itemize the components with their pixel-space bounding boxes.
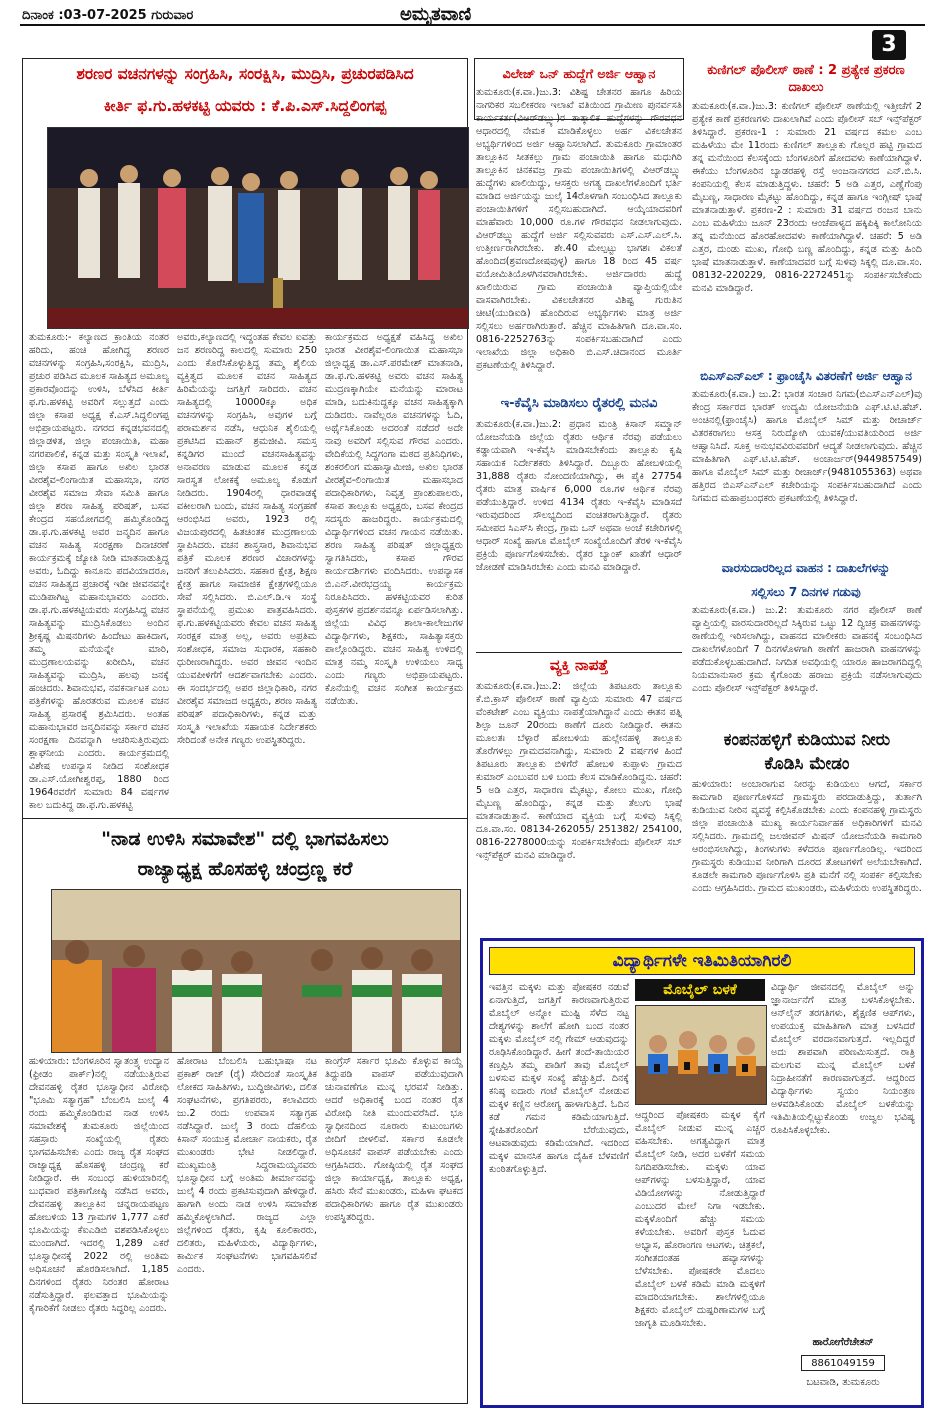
ad-headline-2: ಮೊಬೈಲ್ ಬಳಕೆ xyxy=(635,979,765,1001)
lead-column-3: ಕಾರ್ಯಕ್ರಮದ ಅಧ್ಯಕ್ಷತೆ ವಹಿಸಿದ್ದ ಅಖಿಲ ಭಾರತ ವೀರಶೈವ-ಲಿಂಗಾಯಿತ ಮಹಾಸಭಾ ಜಿಲ್ಲಾಧ್ಯಕ್ಷ ಡಾ.ಎಸ್.ಪರಮೇಶ್ ಮಾತನಾಡಿ, ಡಾ.ಫ.ಗು.ಹಳಕಟ್ಟಿ ಅವರು ವಚನ ಸಾಹಿತ್ಯ ಮುದ್ರಣಕ್ಕಾಗಿಯೇ ಮನೆಯನ್ನು ಮಾರಾಟ ಮಾಡಿ, ಬದುಕಿನುದ್ದಕ್ಕೂ ವಚನ ಸಾಹಿತ್ಯಕ್ಕಾಗಿ ದುಡಿದರು. ನಾವೆಲ್ಲರೂ ವಚನಗಳನ್ನು ಓದಿ, ಅರ್ಥೈಸಿಕೊಂಡು ಅದರಂತೆ ನಡೆದರೆ ಅದೇ ನಾವು ಅವರಿಗೆ ಸಲ್ಲಿಸುವ ಗೌರವ ಎಂದರು. ವೇದಿಕೆಯಲ್ಲಿ ಸಿದ್ದಗಂಗಾ ಮಠದ ಪ್ರತಿನಿಧಿಗಳು, ಶಂಕರಲಿಂಗ ಮಹಾಸ್ವಾಮೀಜಿ, ಅಖಿಲ ಭಾರತ ವೀರಶೈವ-ಲಿಂಗಾಯಿತ ಮಹಾಸಭಾದ ಪದಾಧಿಕಾರಿಗಳು, ನಿವೃತ್ತ ಪ್ರಾಂಶುಪಾಲರು, ಕಸಾಪ ತಾಲ್ಲೂಕು ಅಧ್ಯಕ್ಷರು, ಬಸವ ಕೇಂದ್ರದ ಸದಸ್ಯರು ಹಾಜರಿದ್ದರು. ಕಾರ್ಯಕ್ರಮದಲ್ಲಿ ವಿದ್ಯಾರ್ಥಿಗಳಿಂದ ವಚನ ಗಾಯನ ನಡೆಯಿತು. ಶರಣ ಸಾಹಿತ್ಯ ಪರಿಷತ್ ಜಿಲ್ಲಾಧ್ಯಕ್ಷರು ಸ್ವಾಗತಿಸಿದರು, ಕಸಾಪ ಗೌರವ ಕಾರ್ಯದರ್ಶಿಗಳು ವಂದಿಸಿದರು. ಉಪನ್ಯಾಸಕ ಬಿ.ಎನ್.ವೀರಭದ್ರಯ್ಯ ಕಾರ್ಯಕ್ರಮ ನಿರೂಪಿಸಿದರು. ಹಳಕಟ್ಟಿಯವರ ಕುರಿತ ಪುಸ್ತಕಗಳ ಪ್ರದರ್ಶನವನ್ನೂ ಏರ್ಪಡಿಸಲಾಗಿತ್ತು. ಜಿಲ್ಲೆಯ ವಿವಿಧ ಶಾಲಾ-ಕಾಲೇಜುಗಳ ವಿದ್ಯಾರ್ಥಿಗಳು, ಶಿಕ್ಷಕರು, ಸಾಹಿತ್ಯಾಸಕ್ತರು ಪಾಲ್ಗೊಂಡಿದ್ದರು. ವಚನ ಸಾಹಿತ್ಯ ಉಳಿದಲ್ಲಿ ಮಾತ್ರ ನಮ್ಮ ಸಂಸ್ಕೃತಿ ಉಳಿಯಲು ಸಾಧ್ಯ ಎಂದು ಗಣ್ಯರು ಅಭಿಪ್ರಾಯಪಟ್ಟರು. ಕೊನೆಯಲ್ಲಿ ವಚನ ಸಂಗೀತ ಕಾರ್ಯಕ್ರಮ ನಡೆಯಿತು. xyxy=(325,332,463,707)
water-headline-2: ಕೊಡಿಸಿ ಮೇಡಂ xyxy=(764,754,850,774)
farmers-photo-illustration xyxy=(52,890,460,1052)
missing-headline: ವ್ಯಕ್ತಿ ನಾಪತ್ತೆ xyxy=(549,656,609,674)
missing-rule xyxy=(476,652,682,653)
children-photo-illustration xyxy=(636,1006,766,1104)
lead-story xyxy=(22,58,468,843)
nada-headline-2: ರಾಜ್ಯಾಧ್ಯಕ್ಷ ಹೊಸಹಳ್ಳಿ ಚಂದ್ರಣ್ಣ ಕರೆ xyxy=(137,858,353,880)
water-headline-1: ಕಂಪನಹಳ್ಳಿಗೆ ಕುಡಿಯುವ ನೀರು xyxy=(723,730,891,750)
bsnl-body: ತುಮಕೂರು(ಕ.ವಾ.) ಜು.2: ಭಾರತ ಸಂಚಾರ ನಿಗಮ(ಬಿಎಸ್‌ಎನ್‌ಎಲ್)ವು ಕೇಂದ್ರ ಸರ್ಕಾರದ ಭಾರತ್ ಉದ್ಯಮಿ ಯೋಜನೆಯಡಿ ಎಫ್.ಟಿ.ಟಿ.ಹೆಚ್. ಅಂಚಿನಲ್ಲಿ(ಫ್ರಾಂಚೈಸಿ) ಹಾಗೂ ಮೊಬೈಲ್ ಸಿಮ್ ಮತ್ತು ರೀಚಾರ್ಜ್ ವಿತರಕರಾಗಲು ಆಸಕ್ತ ನಿರುದ್ಯೋಗಿ ಯುವಕ/ಯುವತಿಯರಿಂದ ಅರ್ಜಿ ಆಹ್ವಾನಿಸಿದೆ. ಸೂಕ್ತ ಅನುಭವವಿರುವವರಿಗೆ ಆದ್ಯತೆ ನೀಡಲಾಗುವುದು. ಹೆಚ್ಚಿನ ಮಾಹಿತಿಗಾಗಿ ಎಫ್.ಟಿ.ಟಿ.ಹೆಚ್. ಅಂಚಾರ್ಜರ್(9449857549) ಹಾಗೂ ಮೊಬೈಲ್ ಸಿಮ್ ಮತ್ತು ರೀಚಾರ್ಜ್(9481055363) ಅಥವಾ ಹತ್ತಿರದ ಬಿಎಸ್‌ಎನ್‌ಎಲ್ ಕಚೇರಿಯನ್ನು ಸಂಪರ್ಕಿಸಬಹುದಾಗಿದೆ ಎಂದು ನಿಗಮದ ಮಹಾಪ್ರಬಂಧಕರು ಪ್ರಕಟಣೆಯಲ್ಲಿ ತಿಳಿಸಿದ್ದಾರೆ. xyxy=(692,389,922,504)
ad-column-1: ಇವತ್ತಿನ ಮಕ್ಕಳು ಮತ್ತು ಪೋಷಕರ ನಡುವೆ ಏನಾಗುತ್ತಿದೆ, ಜಗತ್ತಿಗೆ ಕಾರಣವಾಗುತ್ತಿರುವ ಮೊಬೈಲ್ ಅನ್ನೋ ಮುಷ್ಟಿ ಸೆಳೆದ ನಟ್ಟ ದೇಶ್ಯಗಳನ್ನು ಶಾಲೆಗೆ ಹೋಗಿ ಬಂದ ನಂತರ ಮಕ್ಕಳು ಮೊಬೈಲ್ ನಲ್ಲಿ ಗೇಮ್ ಆಡುವುದನ್ನು ರೂಢಿಸಿಕೊಂಡಿದ್ದಾರೆ. ಹೀಗೆ ತಂದೆ-ತಾಯಿಯರ ಕಣ್ತಪ್ಪಿಸಿ ತಮ್ಮ ಪಾಡಿಗೆ ತಾವು ಮೊಬೈಲ್ ಬಳಸುವ ಮಕ್ಕಳ ಸಂಖ್ಯೆ ಹೆಚ್ಚುತ್ತಿದೆ. ದಿನಕ್ಕೆ ಕನಿಷ್ಠ ಐದಾರು ಗಂಟೆ ಮೊಬೈಲ್ ನೋಡುವ ಮಕ್ಕಳ ಕಣ್ಣಿನ ಆರೋಗ್ಯ ಹಾಳಾಗುತ್ತಿದೆ. ಓದಿನ ಕಡೆ ಗಮನ ಕಡಿಮೆಯಾಗುತ್ತಿದೆ. ಸ್ನೇಹಿತರೊಂದಿಗೆ ಬೆರೆಯುವುದು, ಆಟವಾಡುವುದು ಕಡಿಮೆಯಾಗಿದೆ. ಇದರಿಂದ ಮಕ್ಕಳ ಮಾನಸಿಕ ಹಾಗೂ ದೈಹಿಕ ಬೆಳವಣಿಗೆ ಕುಂಠಿತಗೊಳ್ಳುತ್ತಿದೆ. xyxy=(489,982,629,1175)
gram-one-headline: ವಿಲೇಜ್ ಒನ್ ಹುದ್ದೆಗೆ ಅರ್ಜಿ ಆಹ್ವಾನ xyxy=(502,66,656,81)
nada-story xyxy=(22,818,468,1404)
missing-body: ತುಮಕೂರು(ಕ.ವಾ.)ಜು.2: ಜಿಲ್ಲೆಯ ತಿಪಟೂರು ತಾಲ್ಲೂಕು ಕೆ.ಬಿ.ಕ್ರಾಸ್ ಪೊಲೀಸ್ ಠಾಣೆ ವ್ಯಾಪ್ತಿಯ ಸುಮಾರು 47 ವರ್ಷದ ವೆಂಕಟೇಶ್ ಎಂಬ ವ್ಯಕ್ತಿಯು ನಾಪತ್ತೆಯಾಗಿದ್ದಾನೆ ಎಂದು ಈತನ ಪತ್ನಿ ಶಿಲ್ಪಾ ಜೂನ್ 20ರಂದು ಠಾಣೆಗೆ ದೂರು ನೀಡಿದ್ದಾರೆ. ಈತನು ಮೂಲತಃ ಬೆಳ್ಳಾರೆ ಹೋಬಳಿಯ ಹುಲ್ಲೇನಹಳ್ಳಿ ತಾಲ್ಲೂಕು ತೊರೆಗಳಲ್ಲು ಗ್ರಾಮದವನಾಗಿದ್ದು, ಸುಮಾರು 2 ವರ್ಷಗಳ ಹಿಂದೆ ತಿಪಟೂರು ತಾಲ್ಲೂಕು ಬಿಳಿಗೆರೆ ಹೋಬಳಿ ಕುಪ್ಪಾಳು ಗ್ರಾಮದ ಕುಮಾರ್ ಎಂಬುವರ ಬಳಿ ಬಂದು ಕೆಲಸ ಮಾಡಿಕೊಂಡಿದ್ದನು. ಚಹರೆ: 5 ಅಡಿ ಎತ್ತರ, ಸಾಧಾರಣ ಮೈಕಟ್ಟು, ಕೋಲು ಮುಖ, ಗೋಧಿ ಮೈಬಣ್ಣ ಹೊಂದಿದ್ದು, ಕನ್ನಡ ಮತ್ತು ತೆಲುಗು ಭಾಷೆ ಮಾತನಾಡುತ್ತಾನೆ. ಕಾಣೆಯಾದ ವ್ಯಕ್ತಿಯ ಬಗ್ಗೆ ಸುಳಿವು ಸಿಕ್ಕಲ್ಲಿ ದೂ.ವಾ.ಸಂ. 08134-262055/ 251382/ 254100, 0816-2278000ಯನ್ನು ಸಂಪರ್ಕಿಸಬೇಕೆಂದು ಪೊಲೀಸ್ ಸಬ್ ಇನ್ಸ್‌ಪೆಕ್ಟರ್ ಮನವಿ ಮಾಡಿದ್ದಾರೆ. xyxy=(476,681,682,861)
nada-column-3: ಕಾಂಗ್ರೆಸ್ ಸರ್ಕಾರ ಭೂಮಿ ಕೊಳ್ಳುವ ಕಾಯ್ದೆ ತಿದ್ದುಪಡಿ ವಾಪಸ್ ಪಡೆಯುವುದಾಗಿ ಚುನಾವಣೆಗೂ ಮುನ್ನ ಭರವಸೆ ನೀಡಿತ್ತು. ಆದರೆ ಅಧಿಕಾರಕ್ಕೆ ಬಂದ ನಂತರ ರೈತ ವಿರೋಧಿ ನೀತಿ ಮುಂದುವರೆಸಿದೆ. ಭೂ ಸ್ವಾಧೀನದಿಂದ ನೂರಾರು ಕುಟುಂಬಗಳು ಬೀದಿಗೆ ಬೀಳಲಿವೆ. ಸರ್ಕಾರ ಕೂಡಲೇ ಅಧಿಸೂಚನೆ ವಾಪಸ್ ಪಡೆಯಬೇಕು ಎಂದು ಆಗ್ರಹಿಸಿದರು. ಗೋಷ್ಠಿಯಲ್ಲಿ ರೈತ ಸಂಘದ ಜಿಲ್ಲಾ ಕಾರ್ಯಾಧ್ಯಕ್ಷ, ತಾಲ್ಲೂಕು ಅಧ್ಯಕ್ಷ, ಹಸಿರು ಸೇನೆ ಮುಖಂಡರು, ಮಹಿಳಾ ಘಟಕದ ಪದಾಧಿಕಾರಿಗಳು ಹಾಗೂ ರೈತ ಮುಖಂಡರು ಉಪಸ್ಥಿತರಿದ್ದರು. xyxy=(325,1056,463,1223)
ad-place: ಬಟವಾಡಿ, ತುಮಕೂರು xyxy=(806,1377,880,1388)
water-body: ಹುಳಿಯಾರು: ಅಂಬಾರಾಗುವ ನೀರನ್ನು ಕುಡಿಯಲು ಆಗದೆ, ಸರ್ಕಾರ ಕಾಮಗಾರಿ ಪೂರ್ಣಗೊಳಿಸದೆ ಗ್ರಾಮಸ್ಥರು ಪರದಾಡುತ್ತಿದ್ದು, ತುರ್ತಾಗಿ ಕುಡಿಯುವ ನೀರಿನ ವ್ಯವಸ್ಥೆ ಕಲ್ಪಿಸಿಕೊಡಬೇಕು ಎಂದು ಕಂಪನಹಳ್ಳಿ ಗ್ರಾಮಸ್ಥರು ಜಿಲ್ಲಾ ಪಂಚಾಯಿತಿ ಮುಖ್ಯ ಕಾರ್ಯನಿರ್ವಾಹಕ ಅಧಿಕಾರಿಗಳಿಗೆ ಮನವಿ ಸಲ್ಲಿಸಿದರು. ಗ್ರಾಮದಲ್ಲಿ ಜಲಜೀವನ್ ಮಿಷನ್ ಯೋಜನೆಯಡಿ ಕಾಮಗಾರಿ ಆರಂಭಿಸಲಾಗಿದ್ದು, ತಿಂಗಳುಗಳು ಕಳೆದರೂ ಪೂರ್ಣಗೊಂಡಿಲ್ಲ. ಇದರಿಂದ ಗ್ರಾಮಸ್ಥರು ಕುಡಿಯುವ ನೀರಿಗಾಗಿ ದೂರದ ತೋಟಗಳಿಗೆ ಅಲೆಯಬೇಕಾಗಿದೆ. ಕೂಡಲೇ ಕಾಮಗಾರಿ ಪೂರ್ಣಗೊಳಿಸಿ ಪ್ರತಿ ಮನೆಗೆ ನಲ್ಲಿ ಸಂಪರ್ಕ ಕಲ್ಪಿಸಬೇಕು ಎಂದು ಆಗ್ರಹಿಸಿದರು. ಗ್ರಾಮದ ಮುಖಂಡರು, ಮಹಿಳೆಯರು ಉಪಸ್ಥಿತರಿದ್ದರು. xyxy=(692,779,922,894)
lead-column-1: ತುಮಕೂರು:- ಕಲ್ಯಾಣದ ಕ್ರಾಂತಿಯ ನಂತರ ಹರಿದು, ಹಂಚಿ ಹೋಗಿದ್ದ ಶರಣರ ವಚನಗಳನ್ನು ಸಂಗ್ರಹಿಸಿ,ಸಂರಕ್ಷಿಸಿ, ಮುದ್ರಿಸಿ, ಪ್ರಚುರ ಪಡಿಸಿದ ಮೂಲಕ ಸಾಹಿತ್ಯದ ಅಮೂಲ್ಯ ಪ್ರಕಾರವೊಂದನ್ನು ಉಳಿಸಿ, ಬೆಳೆಸಿದ ಕೀರ್ತಿ ಫ.ಗು.ಹಳಕಟ್ಟಿ ಅವರಿಗೆ ಸಲ್ಲುತ್ತದೆ ಎಂದು ಜಿಲ್ಲಾ ಕಸಾಪ ಅಧ್ಯಕ್ಷ ಕೆ.ಎಸ್.ಸಿದ್ದಲಿಂಗಪ್ಪ ಅಭಿಪ್ರಾಯಪಟ್ಟರು. ನಗರದ ಕನ್ನಡಭವನದಲ್ಲಿ ಜಿಲ್ಲಾಡಳಿತ, ಜಿಲ್ಲಾ ಪಂಚಾಯಿತಿ, ಮಹಾ ನಗರಪಾಲಿಕೆ, ಕನ್ನಡ ಮತ್ತು ಸಂಸ್ಕೃತಿ ಇಲಾಖೆ, ಜಿಲ್ಲಾ ಕಸಾಪ ಹಾಗೂ ಅಖಿಲ ಭಾರತ ವೀರಶೈವ-ಲಿಂಗಾಯಿತ ಮಹಾಸಭಾ, ನಗರ ವೀರಶೈವ ಸಮಾಜ ಸೇವಾ ಸಮಿತಿ ಹಾಗೂ ಜಿಲ್ಲಾ ಶರಣ ಸಾಹಿತ್ಯ ಪರಿಷತ್, ಬಸವ ಕೇಂದ್ರದ ಸಹಯೋಗದಲ್ಲಿ ಹಮ್ಮಿಕೊಂಡಿದ್ದ ಡಾ.ಫ.ಗು.ಹಳಕಟ್ಟಿ ಅವರ ಜನ್ಮದಿನ ಹಾಗೂ ವಚನ ಸಾಹಿತ್ಯ ಸಂರಕ್ಷಣಾ ದಿನಾಚರಣೆ ಕಾರ್ಯಕ್ರಮಕ್ಕೆ ಜ್ಯೋತಿ ನೀಡಿ ಮಾತನಾಡುತ್ತಿದ್ದ ಅವರು, ಓದಿದ್ದು ಕಾನೂನು ಪದವಿಯಾದರೂ, ವಚನ ಸಾಹಿತ್ಯದ ಪ್ರಚಾರಕ್ಕೆ ಇಡೀ ಜೀವನವನ್ನೇ ಮುಡಿಪಾಗಿಟ್ಟ ಮಹಾನುಭಾವರು ಎಂದರು. ಡಾ.ಫ.ಗು.ಹಳಕಟ್ಟಿಯವರು ಸಂಗ್ರಹಿಸಿದ್ದ ವಚನ ಸಾಹಿತ್ಯವನ್ನು ಮುದ್ರಿಸಿಕೊಡಲು ಅಂದಿನ ಶ್ರೀಕೃಷ್ಣ ಮಿಷನರಿಗಳು ಹಿಂದೇಟು ಹಾಕಿದಾಗ, ತಮ್ಮ ಮನೆಯನ್ನೇ ಮಾರಿ, ಮುದ್ರಣಾಲಯವನ್ನು ಖರೀದಿಸಿ, ವಚನ ಸಾಹಿತ್ಯವನ್ನು ಮುದ್ರಿಸಿ, ಹಲವು ಜನಕ್ಕೆ ಹಂಚಿದರು. ಶಿವಾನುಭವ, ನವಕರ್ನಾಟಕ ಎಂಬ ಪತ್ರಿಕೆಗಳನ್ನು ಹೊರತರುವ ಮೂಲಕ ವಚನ ಸಾಹಿತ್ಯ ಪ್ರಸಾರಕ್ಕೆ ಶ್ರಮಿಸಿದರು. ಅಂತಹ ಮಹಾನುಭಾವರ ಜನ್ಮದಿನವನ್ನು ಸರ್ಕಾರ ವಚನ ಸಂರಕ್ಷಣಾ ದಿನವನ್ನಾಗಿ ಆಚರಿಸುತ್ತಿರುವುದು ಶ್ಲಾಘನೀಯ ಎಂದರು. ಕಾರ್ಯಕ್ರಮದಲ್ಲಿ ವಿಶೇಷ ಉಪನ್ಯಾಸ ನೀಡಿದ ಸಂಶೋಧಕ ಡಾ.ಎಸ್.ಯೋಗೀಶ್ವರಪ್ಪ, 1880 ರಿಂದ 1964ರವರೆಗೆ ಸುಮಾರು 84 ವರ್ಷಗಳ ಕಾಲ ಬದುಕಿದ್ದ ಡಾ.ಫ.ಗು.ಹಳಕಟ್ಟಿ xyxy=(29,332,169,811)
ekyc-body: ತುಮಕೂರು(ಕ.ವಾ.)ಜು.2: ಪ್ರಧಾನ ಮಂತ್ರಿ ಕಿಸಾನ್ ಸಮ್ಮಾನ್ ಯೋಜನೆಯಡಿ ಜಿಲ್ಲೆಯ ರೈತರು ಆರ್ಥಿಕ ನೆರವು ಪಡೆಯಲು ಕಡ್ಡಾಯವಾಗಿ ಇ-ಕೆವೈಸಿ ಮಾಡಿಸಬೇಕೆಂದು ತಾಲ್ಲೂಕು ಕೃಷಿ ಸಹಾಯಕ ನಿರ್ದೇಶಕರು ತಿಳಿಸಿದ್ದಾರೆ. ದಿಬ್ಬೂರು ಹೋಬಳಿಯಲ್ಲಿ 31,888 ರೈತರು ನೋಂದಣಿಯಾಗಿದ್ದು, ಈ ಪೈಕಿ 27754 ರೈತರು ಮಾತ್ರ ವಾರ್ಷಿಕ 6,000 ರೂ.ಗಳ ಆರ್ಥಿಕ ನೆರವು ಪಡೆಯುತ್ತಿದ್ದಾರೆ. ಉಳಿದ 4134 ರೈತರು ಇ-ಕೆವೈಸಿ ಮಾಡಿಸದೆ ಇರುವುದರಿಂದ ಸೌಲಭ್ಯದಿಂದ ವಂಚಿತರಾಗುತ್ತಿದ್ದಾರೆ. ರೈತರು ಸಮೀಪದ ಸಿಎಸ್‌ಸಿ ಕೇಂದ್ರ, ಗ್ರಾಮ ಒನ್ ಅಥವಾ ಅಂಚೆ ಕಚೇರಿಗಳಲ್ಲಿ ಆಧಾರ್ ಸಂಖ್ಯೆ ಹಾಗೂ ಮೊಬೈಲ್ ಸಂಖ್ಯೆಯೊಂದಿಗೆ ತೆರಳಿ ಇ-ಕೆವೈಸಿ ಪ್ರಕ್ರಿಯೆ ಪೂರ್ಣಗೊಳಿಸಬೇಕು. ರೈತರ ಬ್ಯಾಂಕ್ ಖಾತೆಗೆ ಆಧಾರ್ ಜೋಡಣೆ ಮಾಡಿಸಿರಬೇಕು ಎಂದು ಮನವಿ ಮಾಡಿದ್ದಾರೆ. xyxy=(476,419,682,573)
students-ad xyxy=(480,938,924,1408)
gram-one-body: ತುಮಕೂರು(ಕ.ವಾ.)ಜು.3: ವಿಶಿಷ್ಟ ಚೇತನರ ಹಾಗೂ ಹಿರಿಯ ನಾಗರಿಕರ ಸಬಲೀಕರಣ ಇಲಾಖೆ ವತಿಯಿಂದ ಗ್ರಾಮೀಣ ಪುನರ್ವಸತಿ ಕಾರ್ಯಕರ್ತ(ವಿಆರ್‌ಡಬ್ಲ್ಯು)ರ ತಾತ್ಕಾಲಿಕ ಹುದ್ದೆಗಳನ್ನು ಗೌರವಧನ ಆಧಾರದಲ್ಲಿ ನೇಮಕ ಮಾಡಿಕೊಳ್ಳಲು ಅರ್ಹ ವಿಕಲಚೇತನ ಅಭ್ಯರ್ಥಿಗಳಿಂದ ಅರ್ಜಿ ಆಹ್ವಾನಿಸಲಾಗಿದೆ. ತುಮಕೂರು ಗ್ರಾಮಾಂತರ ತಾಲ್ಲೂಕಿನ ಸೀತಕಲ್ಲು ಗ್ರಾಮ ಪಂಚಾಯಿತಿ ಹಾಗೂ ಮಧುಗಿರಿ ತಾಲ್ಲೂಕಿನ ಚಿನಕವಜ್ರ ಗ್ರಾಮ ಪಂಚಾಯಿತಿಗಳಲ್ಲಿ ವಿಆರ್‌ಡಬ್ಲ್ಯು ಹುದ್ದೆಗಳು ಖಾಲಿಯಿದ್ದು, ಆಸಕ್ತರು ಅಗತ್ಯ ದಾಖಲೆಗಳೊಂದಿಗೆ ಭರ್ತಿ ಮಾಡಿದ ಅರ್ಜಿಯನ್ನು ಜುಲೈ 14ರೊಳಗಾಗಿ ಸಂಬಂಧಿಸಿದ ತಾಲ್ಲೂಕು ಪಂಚಾಯಿತಿಗಳಿಗೆ ಸಲ್ಲಿಸಬಹುದಾಗಿದೆ. ಆಯ್ಕೆಯಾದವರಿಗೆ ಮಾಹೆವಾರು 10,000 ರೂ.ಗಳ ಗೌರವಧನ ನೀಡಲಾಗುವುದು. ವಿಆರ್‌ಡಬ್ಲ್ಯು ಹುದ್ದೆಗೆ ಅರ್ಜಿ ಸಲ್ಲಿಸುವವರು ಎಸ್.ಎಸ್.ಎಲ್.ಸಿ. ಉತ್ತೀರ್ಣರಾಗಿರಬೇಕು. ಶೇ.40 ಮೇಲ್ಪಟ್ಟು ಭಾಗಶಃ ವಿಕಲತೆ ಹೊಂದಿದ(ಶ್ರವಣದೋಷವುಳ್ಳ) ಹಾಗೂ 18 ರಿಂದ 45 ವರ್ಷ ವಯೋಮಿತಿಯೊಳಗಿನವರಾಗಿರಬೇಕು. ಅರ್ಜಿದಾರರು ಹುದ್ದೆ ಖಾಲಿಯಿರುವ ಗ್ರಾಮ ಪಂಚಾಯಿತಿ ವ್ಯಾಪ್ತಿಯಲ್ಲಿಯೇ ವಾಸವಾಗಿರಬೇಕು. ವಿಕಲಚೇತನರ ವಿಶಿಷ್ಟ ಗುರುತಿನ ಚೀಟಿ(ಯುಡಿಐಡಿ) ಹೊಂದಿರುವ ಅಭ್ಯರ್ಥಿಗಳು ಮಾತ್ರ ಅರ್ಜಿ ಸಲ್ಲಿಸಲು ಅರ್ಹರಾಗಿರುತ್ತಾರೆ. ಹೆಚ್ಚಿನ ಮಾಹಿತಿಗಾಗಿ ದೂ.ವಾ.ಸಂ. 0816-2252763ನ್ನು ಸಂಪರ್ಕಿಸಬಹುದಾಗಿದೆ ಎಂದು ಇಲಾಖೆಯ ಜಿಲ್ಲಾ ಅಧಿಕಾರಿ ಬಿ.ಎಸ್.ಚಿದಾನಂದ ಮೂರ್ತಿ ಪ್ರಕಟಣೆಯಲ್ಲಿ ತಿಳಿಸಿದ್ದಾರೆ. xyxy=(476,87,682,371)
unclaimed-body: ತುಮಕೂರು(ಕ.ವಾ.) ಜು.2: ತುಮಕೂರು ನಗರ ಪೊಲೀಸ್ ಠಾಣೆ ವ್ಯಾಪ್ತಿಯಲ್ಲಿ ವಾರಸುದಾರರಿಲ್ಲದೆ ಸಿಕ್ಕಿರುವ ಒಟ್ಟು 12 ದ್ವಿಚಕ್ರ ವಾಹನಗಳನ್ನು ಠಾಣೆಯಲ್ಲಿ ಇರಿಸಲಾಗಿದ್ದು, ವಾಹನದ ಮಾಲೀಕರು ವಾಹನಕ್ಕೆ ಸಂಬಂಧಿಸಿದ ದಾಖಲೆಗಳೊಂದಿಗೆ 7 ದಿನಗಳೊಳಗಾಗಿ ಠಾಣೆಗೆ ಹಾಜರಾಗಿ ವಾಹನಗಳನ್ನು ಪಡೆದುಕೊಳ್ಳಬಹುದಾಗಿದೆ. ನಿಗದಿತ ಅವಧಿಯಲ್ಲಿ ಯಾರೂ ಹಾಜರಾಗದಿದ್ದಲ್ಲಿ ನಿಯಮಾನುಸಾರ ಕ್ರಮ ಕೈಗೊಂಡು ಹರಾಜು ಪ್ರಕ್ರಿಯೆ ನಡೆಸಲಾಗುವುದು ಎಂದು ಪೊಲೀಸ್ ಇನ್ಸ್‌ಪೆಕ್ಟರ್ ತಿಳಿಸಿದ್ದಾರೆ. xyxy=(692,605,922,694)
children-phones-photo xyxy=(635,1005,767,1105)
nada-headline-1: "ನಾಡ ಉಳಿಸಿ ಸಮಾವೇಶ" ದಲ್ಲಿ ಭಾಗವಹಿಸಲು xyxy=(101,828,389,850)
event-photo-illustration xyxy=(48,128,468,328)
lead-headline-1: ಶರಣರ ವಚನಗಳನ್ನು ಸಂಗ್ರಹಿಸಿ, ಸಂರಕ್ಷಿಸಿ, ಮುದ್ರಿಸಿ, ಪ್ರಚುರಪಡಿಸಿದ xyxy=(76,65,414,83)
unclaimed-headline-1: ವಾರಸುದಾರರಿಲ್ಲದ ವಾಹನ : ದಾಖಲೆಗಳನ್ನು xyxy=(721,561,891,575)
kunigal-body: ತುಮಕೂರು(ಕ.ವಾ.)ಜು.3: ಕುಣಿಗಲ್ ಪೊಲೀಸ್ ಠಾಣೆಯಲ್ಲಿ ಇತ್ತೀಚೆಗೆ 2 ಪ್ರತ್ಯೇಕ ಕಾಣೆ ಪ್ರಕರಣಗಳು ದಾಖಲಾಗಿವೆ ಎಂದು ಪೊಲೀಸ್ ಸಬ್ ಇನ್ಸ್‌ಪೆಕ್ಟರ್ ತಿಳಿಸಿದ್ದಾರೆ. ಪ್ರಕರಣ-1 : ಸುಮಾರು 21 ವರ್ಷದ ಕಮಲ ಎಂಬ ಮಹಿಳೆಯು ಮೇ 11ರಂದು ಕುಣಿಗಲ್ ತಾಲ್ಲೂಕು ಗೊಲ್ಲರ ಹಟ್ಟಿ ಗ್ರಾಮದ ತನ್ನ ಮನೆಯಿಂದ ಕೆಲಸಕ್ಕೆಂದು ಬೆಂಗಳೂರಿಗೆ ಹೋದವಳು ಕಾಣೆಯಾಗಿದ್ದಾಳೆ. ಈಕೆಯು ಬೆಂಗಳೂರಿನ ಬ್ಯಾಡರಹಳ್ಳಿ ರಸ್ತೆ ಅಂಜನಾನಗರದ ಎನ್.ಬಿ.ಸಿ. ಕಂಪನಿಯಲ್ಲಿ ಕೆಲಸ ಮಾಡುತ್ತಿದ್ದಳು. ಚಹರೆ: 5 ಅಡಿ ಎತ್ತರ, ಎಣ್ಣೆಗೆಂಪು ಮೈಬಣ್ಣ, ಸಾಧಾರಣ ಮೈಕಟ್ಟು ಹೊಂದಿದ್ದು, ಕನ್ನಡ ಹಾಗೂ ಇಂಗ್ಲೀಷ್ ಭಾಷೆ ಮಾತನಾಡುತ್ತಾಳೆ. ಪ್ರಕರಣ-2 : ಸುಮಾರು 31 ವರ್ಷದ ರಂಜನ ಬಾನು ಎಂಬ ಮಹಿಳೆಯು ಜೂನ್ 23ರಂದು ಆಂಚೆಪಾಳ್ಯದ ಹಕ್ಕಿಪಿಕ್ಕಿ ಕಾಲೋನಿಯ ತನ್ನ ಮನೆಯಿಂದ ಹೊರಹೋದವಳು ಕಾಣೆಯಾಗಿದ್ದಾಳೆ. ಚಹರೆ: 5 ಅಡಿ ಎತ್ತರ, ದುಂಡು ಮುಖ, ಗೋಧಿ ಬಣ್ಣ ಹೊಂದಿದ್ದು, ಕನ್ನಡ ಮತ್ತು ಹಿಂದಿ ಭಾಷೆ ಮಾತನಾಡುತ್ತಾಳೆ. ಕಾಣೆಯಾದವರ ಬಗ್ಗೆ ಸುಳಿವು ಸಿಕ್ಕಲ್ಲಿ ದೂ.ವಾ.ಸಂ. 08132-220229, 0816-2272451ನ್ನು ಸಂಪರ್ಕಿಸಬೇಕೆಂದು ಮನವಿ ಮಾಡಿದ್ದಾರೆ. xyxy=(692,101,922,294)
farmers-photo xyxy=(51,889,461,1053)
ad-column-2: ಆದ್ದರಿಂದ ಪೋಷಕರು ಮಕ್ಕಳ ಕೈಗೆ ಮೊಬೈಲ್ ನೀಡುವ ಮುನ್ನ ಎಚ್ಚರ ವಹಿಸಬೇಕು. ಅಗತ್ಯವಿದ್ದಾಗ ಮಾತ್ರ ಮೊಬೈಲ್ ನೀಡಿ, ಅದರ ಬಳಕೆಗೆ ಸಮಯ ನಿಗದಿಪಡಿಸಬೇಕು. ಮಕ್ಕಳು ಯಾವ ಆಪ್‌ಗಳನ್ನು ಬಳಸುತ್ತಿದ್ದಾರೆ, ಯಾವ ವಿಡಿಯೋಗಳನ್ನು ನೋಡುತ್ತಿದ್ದಾರೆ ಎಂಬುದರ ಮೇಲೆ ನಿಗಾ ಇಡಬೇಕು. ಮಕ್ಕಳೊಂದಿಗೆ ಹೆಚ್ಚು ಸಮಯ ಕಳೆಯಬೇಕು. ಅವರಿಗೆ ಪುಸ್ತಕ ಓದುವ ಅಭ್ಯಾಸ, ಹೊರಾಂಗಣ ಆಟಗಳು, ಚಿತ್ರಕಲೆ, ಸಂಗೀತದಂತಹ ಹವ್ಯಾಸಗಳನ್ನು ಬೆಳೆಸಬೇಕು. ಪೋಷಕರೇ ಮೊದಲು ಮೊಬೈಲ್ ಬಳಕೆ ಕಡಿಮೆ ಮಾಡಿ ಮಕ್ಕಳಿಗೆ ಮಾದರಿಯಾಗಬೇಕು. ಶಾಲೆಗಳಲ್ಲಿಯೂ ಶಿಕ್ಷಕರು ಮೊಬೈಲ್ ದುಷ್ಪರಿಣಾಮಗಳ ಬಗ್ಗೆ ಜಾಗೃತಿ ಮೂಡಿಸಬೇಕು. xyxy=(635,1110,765,1329)
ekyc-headline: ಇ-ಕೆವೈಸಿ ಮಾಡಿಸಲು ರೈತರಲ್ಲಿ ಮನವಿ xyxy=(500,396,658,411)
kunigal-headline: ಕುಣಿಗಲ್ ಪೊಲೀಸ್ ಠಾಣೆ : 2 ಪ್ರತ್ಯೇಕ ಪ್ರಕರಣ ದಾಖಲು xyxy=(707,63,905,95)
lead-column-2: ಅವರು,ಕಲ್ಯಾಣದಲ್ಲಿ ಇದ್ದಂತಹ ಕೇವಲ ಐವತ್ತು ಜನ ಶರಣರಿದ್ದ ಕಾಲದಲ್ಲಿ ಸುಮಾರು 250 ಎಂದು ಕೊರೆಸಿಕೊಳ್ಳುತ್ತಿದ್ದ ತಮ್ಮ ಶೈಲಿಯ ವ್ಯಕ್ತಿತ್ವದ ಮೂಲಕ ವಚನ ಸಾಹಿತ್ಯದ ಹಿರಿಮೆಯನ್ನು ಜಗತ್ತಿಗೆ ಸಾರಿದರು. ವಚನ ಸಾಹಿತ್ಯದಲ್ಲಿ 10000ಕ್ಕೂ ಅಧಿಕ ವಚನಗಳನ್ನು ಸಂಗ್ರಹಿಸಿ, ಅವುಗಳ ಬಗ್ಗೆ ಪರಾಮರ್ಶನ ನಡೆಸಿ, ಆಧುನಿಕ ಶೈಲಿಯಲ್ಲಿ ಪ್ರಕಟಿಸಿದ ಮಹಾನ್ ಶ್ರಮಜೀವಿ. ಸಮಸ್ತ ಕನ್ನಡಿಗರ ಮುಂದೆ ವಚನಸಾಹಿತ್ಯವನ್ನು ಅನಾವರಣ ಮಾಡುವ ಮೂಲಕ ಕನ್ನಡ ಸಾರಸ್ವತ ಲೋಕಕ್ಕೆ ಅಮೂಲ್ಯ ಕೊಡುಗೆ ನೀಡಿದರು. 1904ರಲ್ಲಿ ಧಾರವಾಡಕ್ಕೆ ವಕೀಲರಾಗಿ ಬಂದು, ವಚನ ಸಾಹಿತ್ಯ ಸಂಗ್ರಹಣೆ ಆರಂಭಿಸಿದ ಅವರು, 1923 ರಲ್ಲಿ ವಿಜಯಪುರದಲ್ಲಿ ಹಿತಚಿಂತಕ ಮುದ್ರಣಾಲಯ ಸ್ಥಾಪಿಸಿದರು. ವಚನ ಶಾಸ್ತ್ರಸಾರ, ಶಿವಾನುಭವ ಪತ್ರಿಕೆ ಮೂಲಕ ಶರಣರ ವಿಚಾರಗಳನ್ನು ಜನರಿಗೆ ತಲುಪಿಸಿದರು. ಸಹಕಾರ ಕ್ಷೇತ್ರ, ಶಿಕ್ಷಣ ಕ್ಷೇತ್ರ ಹಾಗೂ ಸಾಮಾಜಿಕ ಕ್ಷೇತ್ರಗಳಲ್ಲಿಯೂ ಸೇವೆ ಸಲ್ಲಿಸಿದರು. ಬಿ.ಎಲ್.ಡಿ.ಇ ಸಂಸ್ಥೆ ಸ್ಥಾಪನೆಯಲ್ಲಿ ಪ್ರಮುಖ ಪಾತ್ರವಹಿಸಿದರು. ಫ.ಗು.ಹಳಕಟ್ಟಿಯವರು ಕೇವಲ ವಚನ ಸಾಹಿತ್ಯ ಸಂರಕ್ಷಕ ಮಾತ್ರ ಅಲ್ಲ, ಅವರು ಅಪ್ರತಿಮ ಸಂಶೋಧಕ, ಸಮಾಜ ಸುಧಾರಕ, ಸಹಕಾರಿ ಧುರೀಣರಾಗಿದ್ದರು. ಅವರ ಜೀವನ ಇಂದಿನ ಯುವಪೀಳಿಗೆಗೆ ಆದರ್ಶವಾಗಬೇಕು ಎಂದರು. ಈ ಸಂದರ್ಭದಲ್ಲಿ ಅಪರ ಜಿಲ್ಲಾಧಿಕಾರಿ, ನಗರ ವೀರಶೈವ ಸಮಾಜದ ಅಧ್ಯಕ್ಷರು, ಶರಣ ಸಾಹಿತ್ಯ ಪರಿಷತ್ ಪದಾಧಿಕಾರಿಗಳು, ಕನ್ನಡ ಮತ್ತು ಸಂಸ್ಕೃತಿ ಇಲಾಖೆಯ ಸಹಾಯಕ ನಿರ್ದೇಶಕರು ಸೇರಿದಂತೆ ಅನೇಕ ಗಣ್ಯರು ಉಪಸ್ಥಿತರಿದ್ದರು. xyxy=(177,332,317,746)
header-rule xyxy=(20,24,925,26)
bsnl-headline: ಬಿಎಸ್‌ಎನ್‌ಎಲ್ : ಫ್ರಾಂಚೈಸಿ ವಿತರಣೆಗೆ ಅರ್ಜಿ ಆಹ್ವಾನ xyxy=(700,369,912,383)
masthead: ಅಮೃತವಾಣಿ xyxy=(400,4,472,25)
ad-headline-1: ವಿದ್ಯಾರ್ಥಿಗಳೇ ಇತಿಮಿತಿಯಾಗಿರಲಿ xyxy=(489,947,915,975)
nada-column-2: ಹೋರಾಟ ಬೆಂಬಲಿಸಿ ಬಹುಭಾಷಾ ನಟ ಪ್ರಕಾಶ್ ರಾಜ್ (ರೈ) ಸೇರಿದಂತೆ ಸಾಂಸ್ಕೃತಿಕ ಲೋಕದ ಸಾಹಿತಿಗಳು, ಬುದ್ಧಿಜೀವಿಗಳು, ದಲಿತ ಸಂಘಟನೆಗಳು, ಪ್ರಗತಿಪರರು, ಕಲಾವಿದರು ಜು.2 ರಂದು ಉಪವಾಸ ಸತ್ಯಾಗ್ರಹ ನಡೆಸಿದ್ದಾರೆ. ಜುಲೈ 3 ರಂದು ದೆಹಲಿಯ ಕಿಸಾನ್ ಸಂಯುಕ್ತ ಮೋರ್ಚಾ ನಾಯಕರು, ರೈತ ಮುಖಂಡರು ಭೇಟಿ ನೀಡಲಿದ್ದಾರೆ. ಮುಖ್ಯಮಂತ್ರಿ ಸಿದ್ದರಾಮಯ್ಯನವರು ಭೂಸ್ವಾಧೀನ ಬಗ್ಗೆ ಅಂತಿಮ ತೀರ್ಮಾನವನ್ನು ಜುಲೈ 4 ರಂದು ಪ್ರಕಟಿಸುವುದಾಗಿ ಹೇಳಿದ್ದಾರೆ. ಹಾಗಾಗಿ ಅಂದು ನಾಡ ಉಳಿಸಿ ಸಮಾವೇಶ ಹಮ್ಮಿಕೊಳ್ಳಲಾಗಿದೆ. ರಾಜ್ಯದ ಎಲ್ಲಾ ಜಿಲ್ಲೆಗಳಿಂದ ರೈತರು, ಕೃಷಿ ಕೂಲಿಕಾರರು, ದಲಿತರು, ಮಹಿಳೆಯರು, ವಿದ್ಯಾರ್ಥಿಗಳು, ಕಾರ್ಮಿಕ ಸಂಘಟನೆಗಳು ಭಾಗವಹಿಸಲಿವೆ ಎಂದರು. xyxy=(177,1056,317,1275)
nada-column-1: ಹುಳಿಯಾರು: ಬೆಂಗಳೂರಿನ ಸ್ವಾತಂತ್ರ್ಯ ಉದ್ಯಾನ (ಫ್ರೀಡಂ ಪಾರ್ಕ್)ನಲ್ಲಿ ನಡೆಯುತ್ತಿರುವ ದೇವನಹಳ್ಳಿ ರೈತರ ಭೂಸ್ವಾಧೀನ ವಿರೋಧಿ "ಭೂಮಿ ಸತ್ಯಾಗ್ರಹ" ಬೆಂಬಲಿಸಿ ಜುಲೈ 4 ರಂದು ಹಮ್ಮಿಕೊಂಡಿರುವ ನಾಡ ಉಳಿಸಿ ಸಮಾವೇಶಕ್ಕೆ ತುಮಕೂರು ಜಿಲ್ಲೆಯಿಂದ ಸಹಸ್ರಾರು ಸಂಖ್ಯೆಯಲ್ಲಿ ರೈತರು ಭಾಗವಹಿಸಬೇಕು ಎಂದು ರಾಜ್ಯ ರೈತ ಸಂಘದ ರಾಜ್ಯಾಧ್ಯಕ್ಷ ಹೊಸಹಳ್ಳಿ ಚಂದ್ರಣ್ಣ ಕರೆ ನೀಡಿದ್ದಾರೆ. ಈ ಸಂಬಂಧ ಹುಳಿಯಾರಿನಲ್ಲಿ ಬುಧವಾರ ಪತ್ರಿಕಾಗೋಷ್ಠಿ ನಡೆಸಿದ ಅವರು, ದೇವನಹಳ್ಳಿ ತಾಲ್ಲೂಕಿನ ಚನ್ನರಾಯಪಟ್ಟಣ ಹೋಬಳಿಯ 13 ಗ್ರಾಮಗಳ 1,777 ಎಕರೆ ಭೂಮಿಯನ್ನು ಕೆಐಎಡಿಬಿ ವಶಪಡಿಸಿಕೊಳ್ಳಲು ಮುಂದಾಗಿದೆ. ಇದರಲ್ಲಿ 1,289 ಎಕರೆ ಭೂಸ್ವಾಧೀನಕ್ಕೆ 2022 ರಲ್ಲಿ ಅಂತಿಮ ಅಧಿಸೂಚನೆ ಹೊರಡಿಸಲಾಗಿದೆ. 1,185 ದಿನಗಳಿಂದ ರೈತರು ನಿರಂತರ ಹೋರಾಟ ನಡೆಸುತ್ತಿದ್ದಾರೆ. ಫಲವತ್ತಾದ ಭೂಮಿಯನ್ನು ಕೈಗಾರಿಕೆಗೆ ನೀಡಲು ರೈತರು ಸಿದ್ಧರಿಲ್ಲ ಎಂದರು. xyxy=(29,1056,169,1314)
event-photo xyxy=(47,127,469,329)
unclaimed-headline-2: ಸಲ್ಲಿಸಲು 7 ದಿನಗಳ ಗಡುವು xyxy=(751,585,861,599)
page-number: 3 xyxy=(872,30,906,60)
lead-headline-2: ಕೀರ್ತಿ ಫ.ಗು.ಹಳಕಟ್ಟಿ ಯವರು : ಕೆ.ಪಿ.ಎಸ್.ಸಿದ್ದಲಿಂಗಪ್ಪ xyxy=(103,97,387,115)
ad-author: ಹಾರೋಗೆರೆಚೇತನ್ xyxy=(812,1337,874,1348)
issue-date: ದಿನಾಂಕ :03-07-2025 ಗುರುವಾರ xyxy=(22,8,194,23)
ad-column-3: ವಿದ್ಯಾರ್ಥಿ ಜೀವನದಲ್ಲಿ ಮೊಬೈಲ್ ಅನ್ನು ಜ್ಞಾನಾರ್ಜನೆಗೆ ಮಾತ್ರ ಬಳಸಿಕೊಳ್ಳಬೇಕು. ಆನ್‌ಲೈನ್ ತರಗತಿಗಳು, ಶೈಕ್ಷಣಿಕ ಆಪ್‌ಗಳು, ಉಪಯುಕ್ತ ಮಾಹಿತಿಗಾಗಿ ಮಾತ್ರ ಬಳಸಿದರೆ ಮೊಬೈಲ್ ವರದಾನವಾಗುತ್ತದೆ. ಇಲ್ಲದಿದ್ದರೆ ಅದು ಶಾಪವಾಗಿ ಪರಿಣಮಿಸುತ್ತದೆ. ರಾತ್ರಿ ಮಲಗುವ ಮುನ್ನ ಮೊಬೈಲ್ ಬಳಕೆ ನಿದ್ರಾಹೀನತೆಗೆ ಕಾರಣವಾಗುತ್ತದೆ. ಆದ್ದರಿಂದ ವಿದ್ಯಾರ್ಥಿಗಳು ಸ್ವಯಂ ನಿಯಂತ್ರಣ ಅಳವಡಿಸಿಕೊಂಡು ಮೊಬೈಲ್ ಬಳಕೆಯನ್ನು ಇತಿಮಿತಿಯಲ್ಲಿಟ್ಟುಕೊಂಡು ಉಜ್ವಲ ಭವಿಷ್ಯ ರೂಪಿಸಿಕೊಳ್ಳಬೇಕು. xyxy=(771,982,915,1136)
ad-phone: 8861049159 xyxy=(801,1355,885,1371)
